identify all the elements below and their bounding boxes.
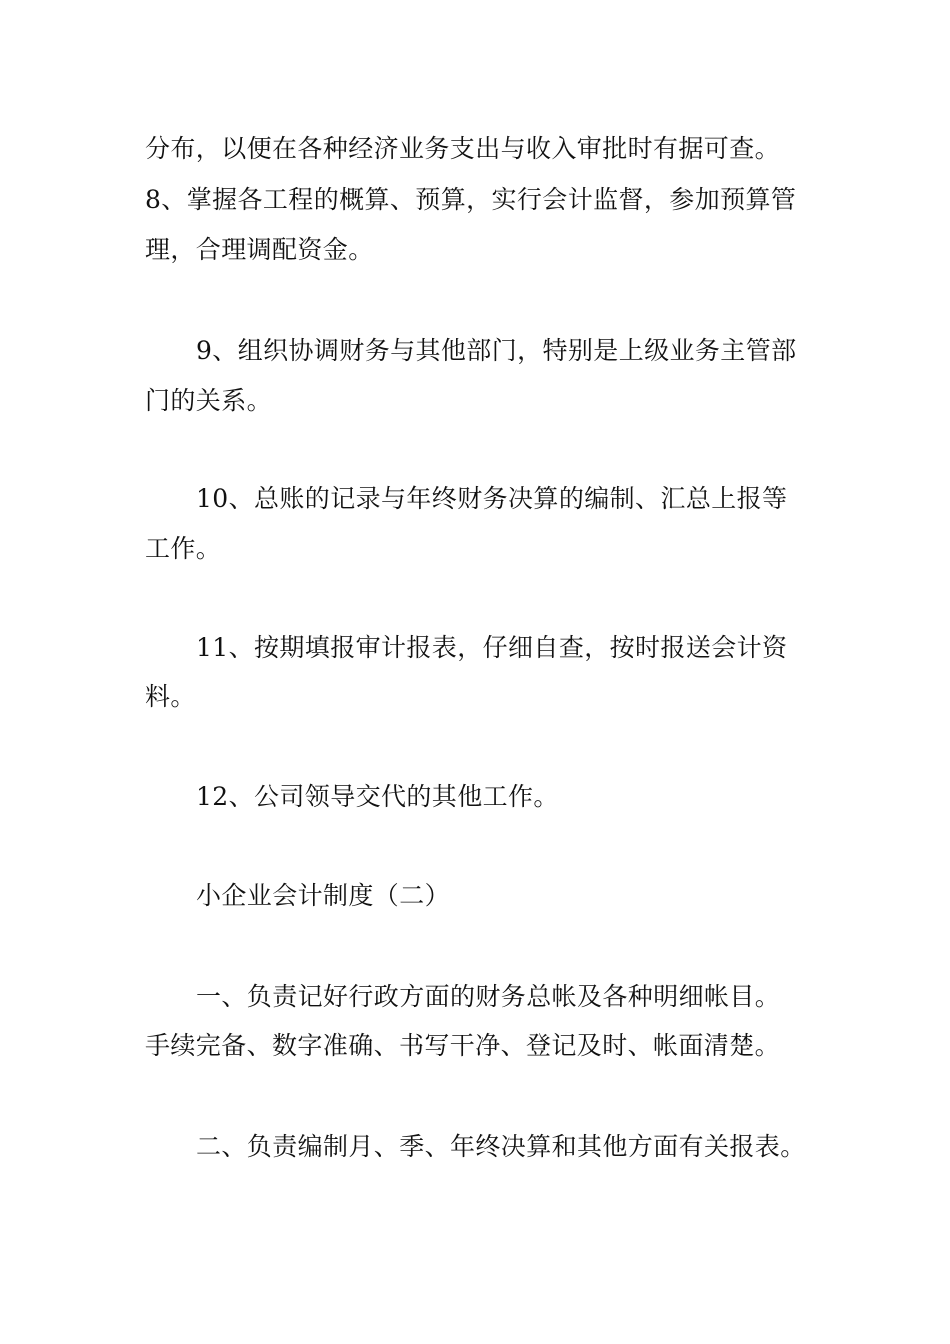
text-line: 一、负责记好行政方面的财务总帐及各种明细帐目。 (196, 982, 781, 1011)
text-line: 9、组织协调财务与其他部门，特别是上级业务主管部 (196, 336, 797, 365)
text-line: 11、按期填报审计报表，仔细自查，按时报送会计资 (196, 633, 788, 662)
text-line: 料。 (145, 682, 196, 711)
text-line: 8、掌握各工程的概算、预算，实行会计监督，参加预算管 (145, 185, 797, 214)
text-line: 理，合理调配资金。 (145, 235, 374, 264)
text-line: 手续完备、数字准确、书写干净、登记及时、帐面清楚。 (145, 1031, 781, 1060)
text-line: 门的关系。 (145, 386, 273, 415)
text-line: 分布，以便在各种经济业务支出与收入审批时有据可查。 (145, 134, 781, 163)
text-line: 10、总账的记录与年终财务决算的编制、汇总上报等 (196, 484, 788, 513)
text-line: 二、负责编制月、季、年终决算和其他方面有关报表。 (196, 1132, 806, 1161)
text-line: 12、公司领导交代的其他工作。 (196, 782, 559, 811)
text-line: 工作。 (145, 534, 222, 563)
section-heading: 小企业会计制度（二） (196, 881, 451, 910)
